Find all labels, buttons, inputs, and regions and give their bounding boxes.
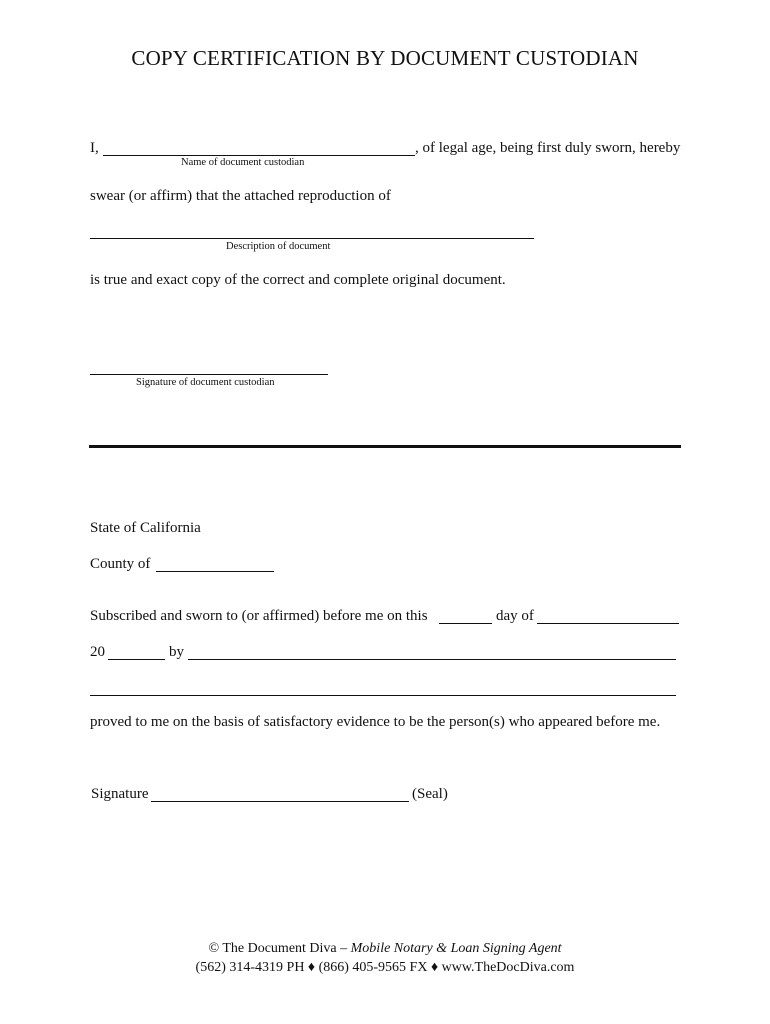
signer-name-field[interactable] (188, 644, 676, 660)
year-field[interactable] (108, 644, 165, 660)
notary-signature-label: Signature (91, 786, 149, 802)
custodian-signature-field[interactable] (90, 362, 328, 375)
description-caption: Description of document (226, 241, 331, 252)
county-label: County of (90, 556, 151, 572)
state-text: State of California (90, 520, 201, 536)
section-divider (89, 445, 681, 448)
footer-company: © The Document Diva – (208, 941, 348, 956)
true-copy-text: is true and exact copy of the correct and complete original document. (90, 272, 506, 288)
county-field[interactable] (156, 556, 274, 572)
signer-name-field-continued[interactable] (90, 680, 676, 696)
swear-text: swear (or affirm) that the attached reproduction of (90, 188, 391, 204)
year-prefix: 20 (90, 644, 105, 660)
footer-company-line (0, 941, 770, 957)
custodian-caption: Name of document custodian (181, 157, 305, 168)
page-title: COPY CERTIFICATION BY DOCUMENT CUSTODIAN (131, 46, 639, 70)
subscribed-text: Subscribed and sworn to (or affirmed) before me on this (90, 608, 428, 624)
footer-contact: (562) 314-4319 PH ♦ (866) 405-9565 FX ♦ www.TheDocDiva.com (195, 960, 575, 975)
document-description-field[interactable] (90, 224, 534, 239)
day-of-label: day of (496, 608, 534, 624)
notary-signature-field[interactable] (151, 786, 409, 802)
custodian-suffix: , of legal age, being first duly sworn, hereby (415, 140, 681, 156)
footer-tagline: Mobile Notary & Loan Signing Agent (350, 941, 562, 956)
custodian-name-field[interactable] (103, 140, 415, 156)
signature-caption: Signature of document custodian (136, 377, 275, 388)
month-field[interactable] (537, 608, 679, 624)
proved-text: proved to me on the basis of satisfactory evidence to be the person(s) who appeared before me. (90, 714, 661, 730)
custodian-prefix: I, (90, 140, 99, 156)
seal-label: (Seal) (412, 786, 448, 802)
day-field[interactable] (439, 608, 492, 624)
by-label: by (169, 644, 184, 660)
